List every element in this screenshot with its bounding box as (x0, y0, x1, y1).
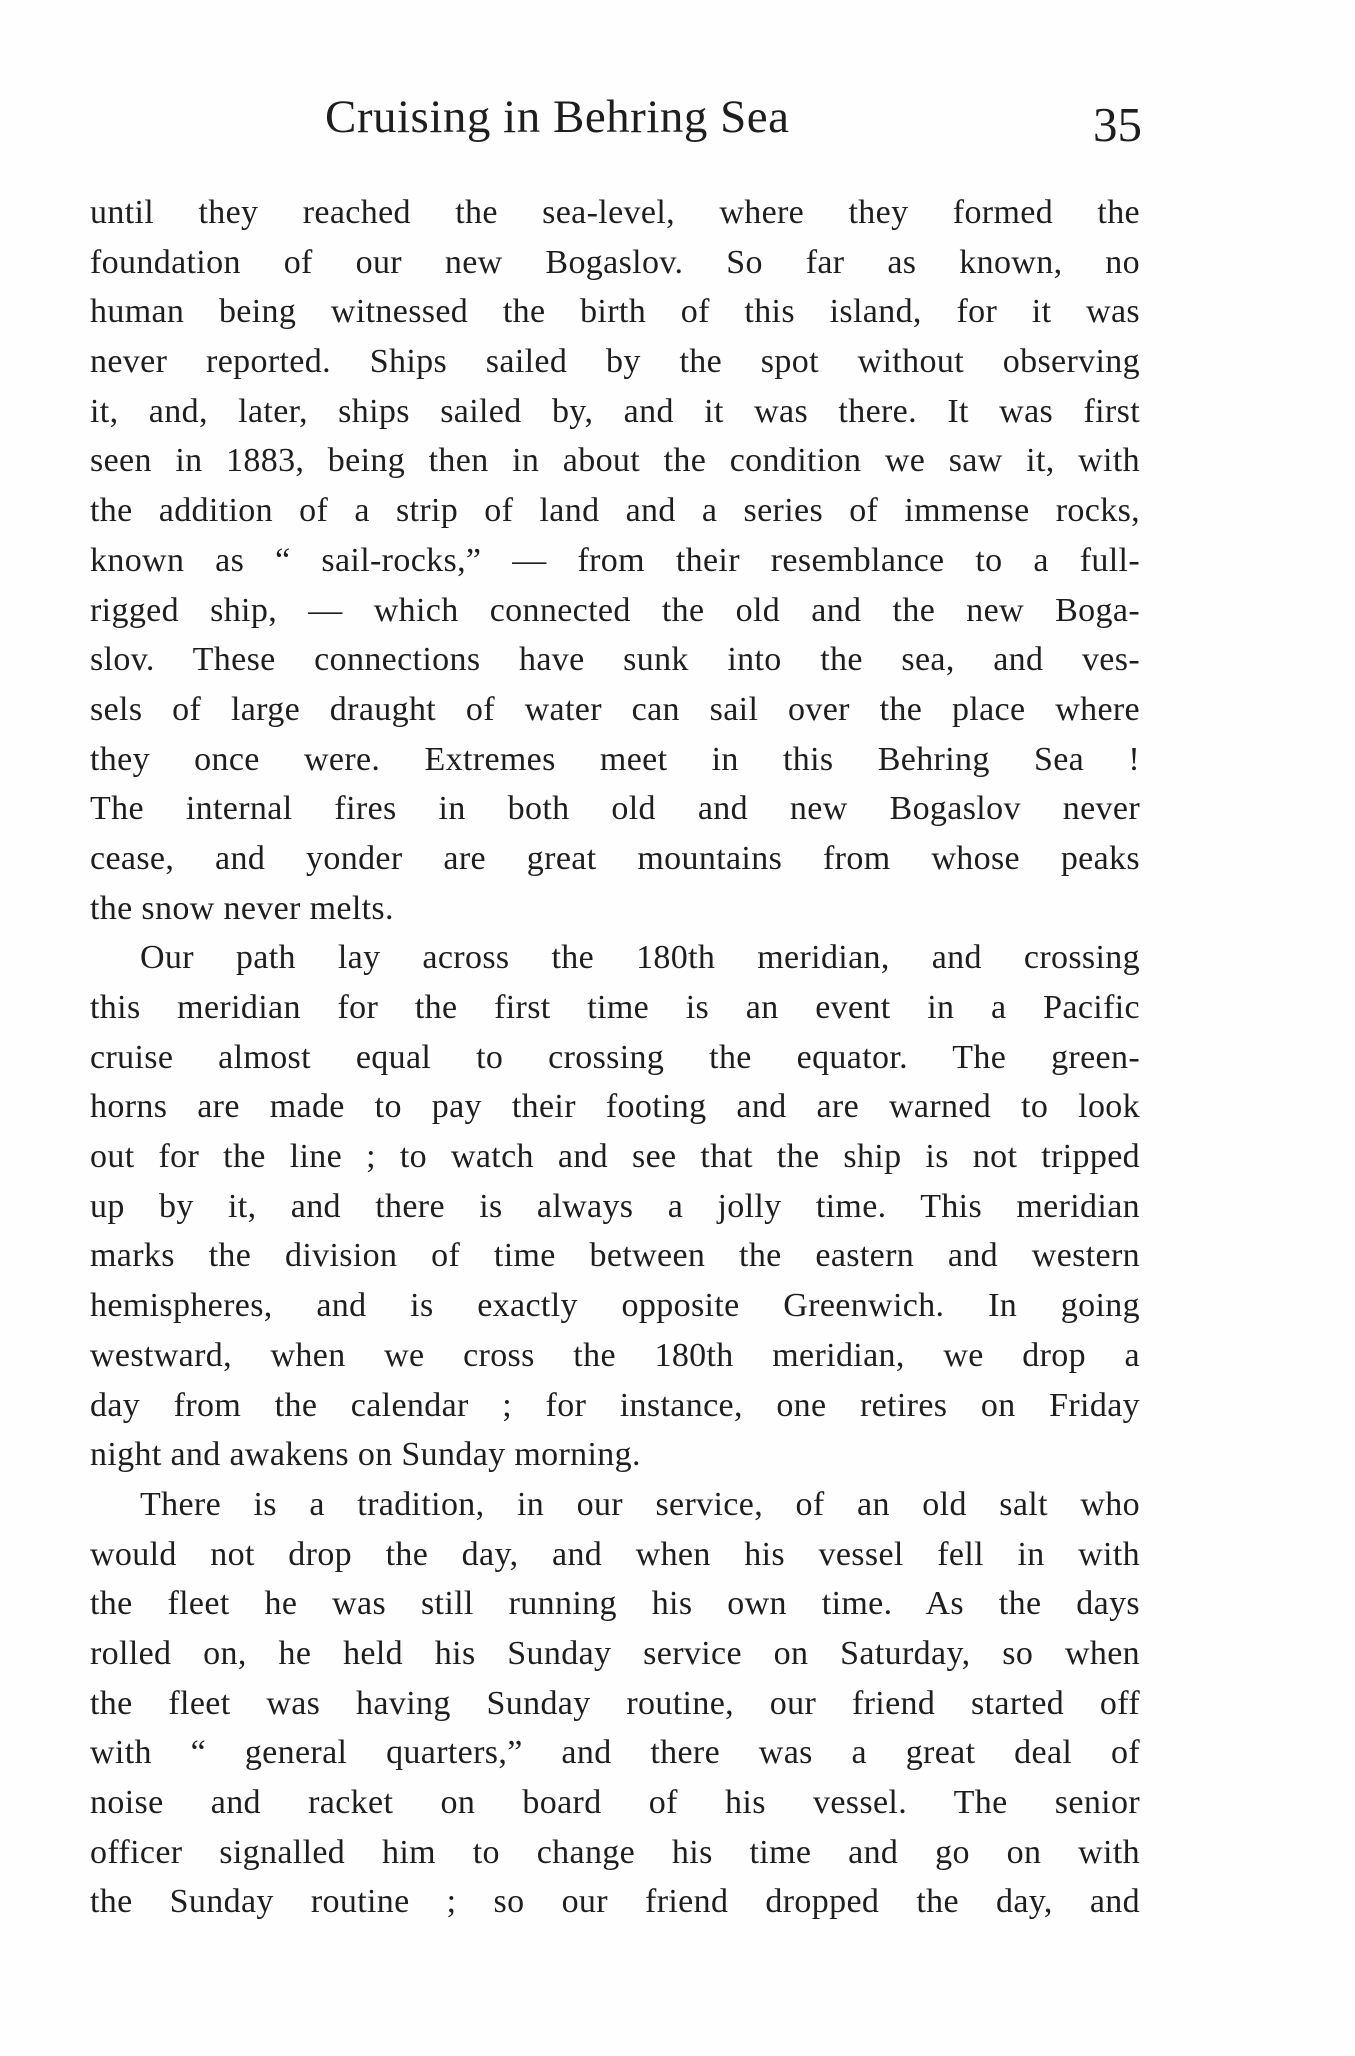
paragraph (90, 933, 1140, 1480)
text-line: foundation of our new Bogaslov. So far as known, no (90, 243, 1140, 281)
text-line: it, and, later, ships sailed by, and it was there. It was first (90, 392, 1140, 430)
text-line: rigged ship, — which connected the old and the new Boga- (90, 591, 1140, 629)
text-line: with “ general quarters,” and there was a great deal of (90, 1734, 1140, 1772)
text-line: human being witnessed the birth of this island, for it was (90, 293, 1140, 331)
text-line: There is a tradition, in our service, of an old salt who (140, 1485, 1140, 1523)
paragraph (90, 1480, 1140, 1927)
text-line: officer signalled him to change his time and go on with (90, 1833, 1140, 1871)
text-line: until they reached the sea-level, where they formed the (90, 194, 1140, 231)
text-line: slov. These connections have sunk into the sea, and ves- (90, 641, 1140, 679)
text-line: marks the division of time between the eastern and western (90, 1237, 1140, 1275)
running-head (90, 90, 1140, 150)
text-line: never reported. Ships sailed by the spot without observing (90, 343, 1140, 381)
text-line: rolled on, he held his Sunday service on Saturday, so when (90, 1634, 1140, 1672)
page-number: 35 (1093, 97, 1142, 152)
text-line: cease, and yonder are great mountains from whose peaks (90, 839, 1140, 877)
text-line: the Sunday routine ; so our friend dropped the day, and (90, 1883, 1140, 1921)
text-line: noise and racket on board of his vessel. The senior (90, 1784, 1140, 1821)
text-line: sels of large draught of water can sail over the place where (90, 690, 1140, 728)
text-line: seen in 1883, being then in about the condition we saw it, with (90, 442, 1140, 480)
text-line: The internal fires in both old and new Bogaslov never (90, 790, 1140, 828)
body-text (90, 188, 1140, 1927)
text-line: out for the line ; to watch and see that the ship is not tripped (90, 1138, 1140, 1176)
text-line: horns are made to pay their footing and are warned to look (90, 1088, 1140, 1126)
paragraph (90, 188, 1140, 933)
text-line: cruise almost equal to crossing the equator. The green- (90, 1038, 1140, 1076)
text-line: westward, when we cross the 180th meridian, we drop a (90, 1336, 1140, 1374)
text-line: this meridian for the first time is an event in a Pacific (90, 989, 1140, 1026)
text-line: the snow never melts. (90, 889, 394, 927)
text-line: hemispheres, and is exactly opposite Greenwich. In going (90, 1287, 1140, 1325)
text-line: up by it, and there is always a jolly time. This meridian (90, 1187, 1140, 1225)
text-line: the addition of a strip of land and a series of immense rocks, (90, 492, 1140, 530)
text-line: night and awakens on Sunday morning. (90, 1436, 641, 1474)
text-line: would not drop the day, and when his vessel fell in with (90, 1535, 1140, 1573)
text-line: they once were. Extremes meet in this Behring Sea ! (90, 740, 1140, 778)
text-line: known as “ sail-rocks,” — from their resemblance to a full- (90, 541, 1140, 579)
running-title: Cruising in Behring Sea (325, 91, 790, 143)
text-line: the fleet was having Sunday routine, our friend started off (90, 1684, 1140, 1722)
text-line: the fleet he was still running his own time. As the days (90, 1585, 1140, 1623)
text-line: Our path lay across the 180th meridian, and crossing (140, 939, 1140, 977)
text-line: day from the calendar ; for instance, one retires on Friday (90, 1386, 1140, 1424)
